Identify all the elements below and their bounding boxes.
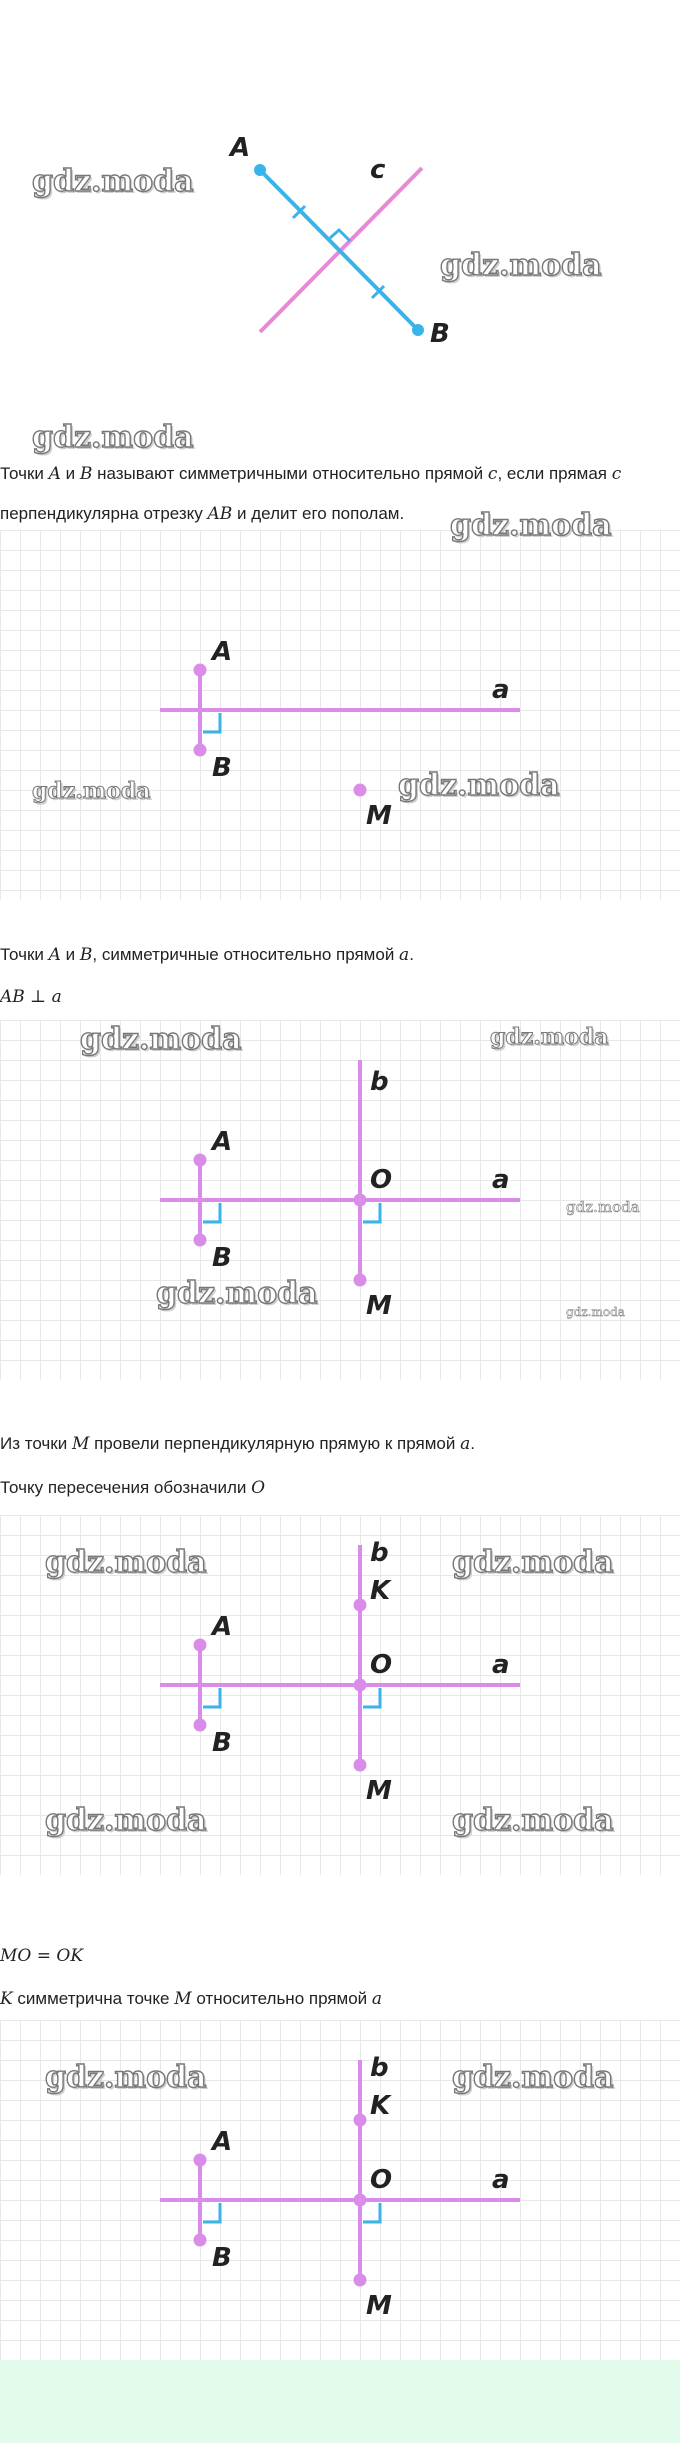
formula-ab-perp-a: AB ⊥ a xyxy=(0,987,62,1007)
label-b-line: b xyxy=(370,2053,389,2083)
point-m xyxy=(354,2274,367,2287)
label-b: B xyxy=(212,753,232,783)
watermark: gdz.moda xyxy=(566,1305,625,1319)
point-m xyxy=(354,1274,367,1287)
watermark: gdz.moda xyxy=(80,1022,242,1057)
point-o xyxy=(354,1194,367,1207)
watermark: gdz.moda xyxy=(566,1198,640,1216)
point-b xyxy=(412,324,424,336)
point-b xyxy=(194,1234,207,1247)
point-m xyxy=(354,784,367,797)
point-a xyxy=(254,164,266,176)
point-a xyxy=(194,1639,207,1652)
watermark: gdz.moda xyxy=(452,2060,614,2095)
figure-1-symmetry-definition xyxy=(0,110,680,350)
paragraph-definition-line1: Точки A и B называют симметричными относительно прямой c, если прямая c xyxy=(0,464,622,484)
right-angle-mark xyxy=(363,1203,380,1222)
watermark: gdz.moda xyxy=(440,248,602,283)
point-o xyxy=(354,1679,367,1692)
right-angle-mark xyxy=(363,2203,380,2222)
label-a: A xyxy=(212,637,233,667)
label-a-line: a xyxy=(492,1165,510,1195)
watermark: gdz.moda xyxy=(450,508,612,543)
figure-3-perpendicular-from-m xyxy=(0,1020,680,1380)
label-k: K xyxy=(370,1576,391,1606)
watermark: gdz.moda xyxy=(490,1024,609,1050)
watermark: gdz.moda xyxy=(452,1545,614,1580)
paragraph-perpendicular-from-m: Из точки M провели перпендикулярную прямую к прямой a. xyxy=(0,1434,475,1454)
right-angle-mark xyxy=(363,1688,380,1707)
label-a: A xyxy=(230,133,251,163)
paragraph-k-symmetric: K симметрична точке M относительно прямой a xyxy=(0,1989,383,2009)
point-a xyxy=(194,1154,207,1167)
label-b: B xyxy=(212,1728,232,1758)
point-b xyxy=(194,2234,207,2247)
point-a xyxy=(194,2154,207,2167)
paragraph-intersection-o: Точку пересечения обозначили O xyxy=(0,1478,266,1498)
point-m xyxy=(354,1759,367,1772)
paragraph-definition-line2: перпендикулярна отрезку AB и делит его пополам. xyxy=(0,504,405,524)
point-o xyxy=(354,2194,367,2207)
point-k xyxy=(354,2114,367,2127)
label-b: B xyxy=(212,2243,232,2273)
footer-band xyxy=(0,2360,680,2443)
watermark: gdz.moda xyxy=(32,778,151,804)
label-k: K xyxy=(370,2091,391,2121)
right-angle-mark xyxy=(203,713,220,732)
watermark: gdz.moda xyxy=(452,1803,614,1838)
label-a-line: a xyxy=(492,2165,510,2195)
point-a xyxy=(194,664,207,677)
label-b-line: b xyxy=(370,1538,389,1568)
label-b-line: b xyxy=(370,1067,389,1097)
label-o: O xyxy=(370,2165,393,2195)
label-b: B xyxy=(212,1243,232,1273)
label-m: M xyxy=(366,2291,392,2321)
label-a: A xyxy=(212,1127,233,1157)
right-angle-mark xyxy=(203,1688,220,1707)
watermark: gdz.moda xyxy=(45,2060,207,2095)
watermark: gdz.moda xyxy=(32,164,194,199)
figure-1-drawing xyxy=(0,110,680,350)
right-angle-mark xyxy=(203,2203,220,2222)
label-a: A xyxy=(212,2127,233,2157)
label-m: M xyxy=(366,1291,392,1321)
figure-4-point-k xyxy=(0,1515,680,1875)
figure-2-drawing xyxy=(0,530,680,900)
label-b: B xyxy=(430,319,450,349)
label-m: M xyxy=(366,1776,392,1806)
point-b xyxy=(194,1719,207,1732)
watermark: gdz.moda xyxy=(398,768,560,803)
figure-5-final xyxy=(0,2020,680,2360)
label-a: A xyxy=(212,1612,233,1642)
label-a-line: a xyxy=(492,675,510,705)
point-b xyxy=(194,744,207,757)
watermark: gdz.moda xyxy=(45,1803,207,1838)
label-c: c xyxy=(370,155,386,185)
label-o: O xyxy=(370,1165,393,1195)
label-o: O xyxy=(370,1650,393,1680)
point-k xyxy=(354,1599,367,1612)
paragraph-symmetric-points: Точки A и B, симметричные относительно прямой a. xyxy=(0,945,414,965)
right-angle-mark xyxy=(330,230,350,241)
label-a-line: a xyxy=(492,1650,510,1680)
watermark: gdz.moda xyxy=(156,1276,318,1311)
watermark: gdz.moda xyxy=(45,1545,207,1580)
watermark: gdz.moda xyxy=(32,420,194,455)
label-m: M xyxy=(366,801,392,831)
right-angle-mark xyxy=(203,1203,220,1222)
formula-mo-equals-ok: MO = OK xyxy=(0,1946,84,1966)
